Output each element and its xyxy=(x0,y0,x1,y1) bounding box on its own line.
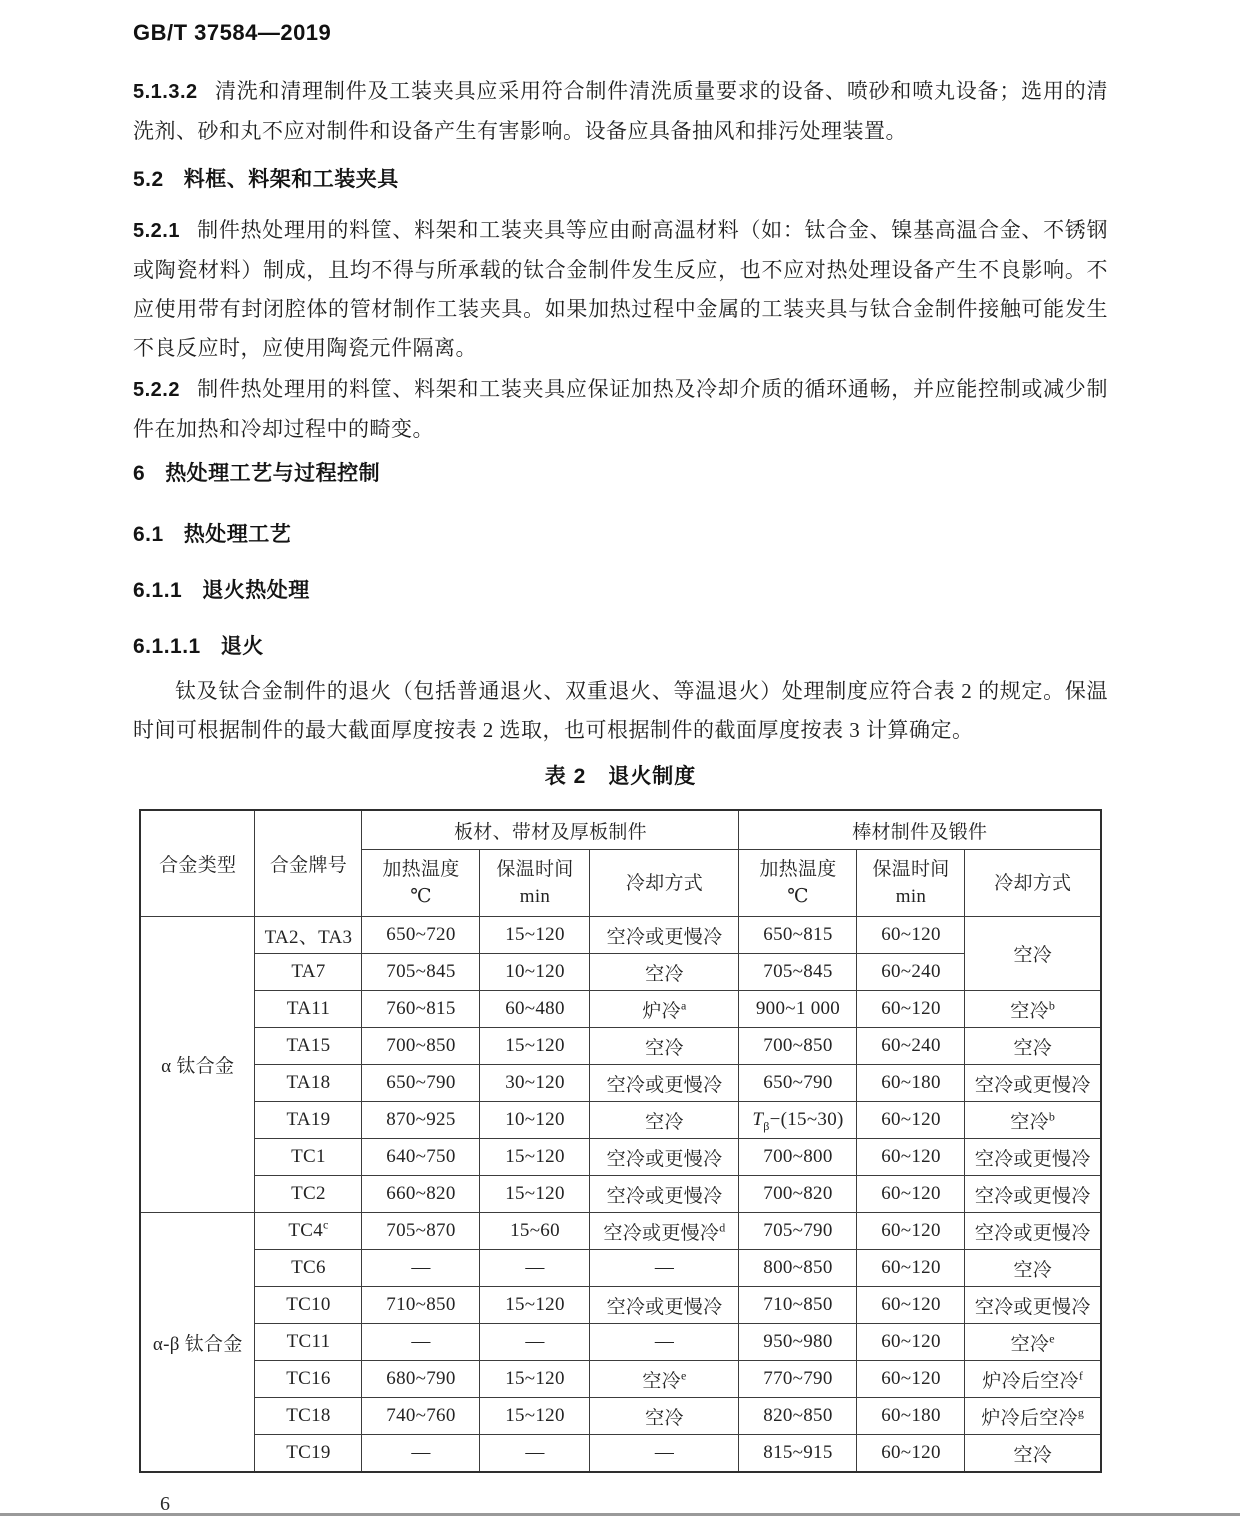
table-cell: 空冷$^b$ xyxy=(965,991,1101,1028)
table-cell: TC10 xyxy=(255,1287,362,1324)
table-header xyxy=(140,810,1101,917)
table-cell: TC4$^c$ xyxy=(255,1213,362,1250)
table-cell: 空冷或更慢冷 xyxy=(590,1176,739,1213)
table-cell: — xyxy=(480,1250,590,1287)
table-cell: 空冷或更慢冷 xyxy=(590,1065,739,1102)
table-cell: 空冷或更慢冷 xyxy=(590,917,739,954)
table-cell: TC2 xyxy=(255,1176,362,1213)
table-cell: 空冷 xyxy=(965,1028,1101,1065)
table-cell: 15~120 xyxy=(480,1398,590,1435)
intro-paragraph: 钛及钛合金制件的退火（包括普通退火、双重退火、等温退火）处理制度应符合表 2 的规定。保温时间可根据制件的最大截面厚度按表 2 选取，也可根据制件的截面厚度按表 3 计算确定。 xyxy=(133,679,1108,742)
table-cell: 空冷或更慢冷 xyxy=(590,1287,739,1324)
heading-number: 6 xyxy=(133,462,146,485)
table-cell: 60~480 xyxy=(480,991,590,1028)
table-cell: TC1 xyxy=(255,1139,362,1176)
table-cell: 空冷 xyxy=(965,1435,1101,1473)
table-cell: 820~850 xyxy=(739,1398,857,1435)
table-cell: 空冷$^e$ xyxy=(590,1361,739,1398)
heading-title: 料框、料架和工装夹具 xyxy=(183,168,399,191)
table-cell: 15~120 xyxy=(480,1361,590,1398)
table-cell: TC19 xyxy=(255,1435,362,1473)
table-row xyxy=(140,1065,1101,1102)
table-cell: TC18 xyxy=(255,1398,362,1435)
table-cell: 700~850 xyxy=(739,1028,857,1065)
table-cell: 空冷 xyxy=(965,917,1101,991)
table-cell: 60~120 xyxy=(857,1176,965,1213)
header-plate-holding-time: 保温时间 min xyxy=(480,850,590,917)
table-cell: 15~120 xyxy=(480,1139,590,1176)
table-cell: — xyxy=(362,1435,480,1473)
alloy-type-cell: α-β 钛合金 xyxy=(140,1213,255,1473)
table-cell: 710~850 xyxy=(362,1287,480,1324)
table-cell: 空冷$^e$ xyxy=(965,1324,1101,1361)
table-cell: — xyxy=(480,1435,590,1473)
clause-5.1.3.2 xyxy=(133,72,1108,151)
header-rod-heating-temp: 加热温度 ℃ xyxy=(739,850,857,917)
table-cell: — xyxy=(590,1324,739,1361)
table-cell: 空冷或更慢冷$^d$ xyxy=(590,1213,739,1250)
table-cell: 770~790 xyxy=(739,1361,857,1398)
heading-title: 热处理工艺 xyxy=(183,523,292,546)
table-cell: 60~120 xyxy=(857,1139,965,1176)
table-cell: 60~120 xyxy=(857,917,965,954)
clause-text: 清洗和清理制件及工装夹具应采用符合制件清洗质量要求的设备、喷砂和喷丸设备；选用的清洗剂、砂和丸不应对制件和设备产生有害影响。设备应具备抽风和排污处理装置。 xyxy=(133,79,1108,143)
clause-text: 制件热处理用的料筐、料架和工装夹具应保证加热及冷却介质的循环通畅，并应能控制或减少制件在加热和冷却过程中的畸变。 xyxy=(133,377,1108,441)
table-cell: 空冷或更慢冷 xyxy=(965,1287,1101,1324)
table-row xyxy=(140,1028,1101,1065)
table-cell: 炉冷后空冷$^g$ xyxy=(965,1398,1101,1435)
table-cell: 660~820 xyxy=(362,1176,480,1213)
table-cell: 700~800 xyxy=(739,1139,857,1176)
table-cell: $T_\beta-(15\sim 30)$ xyxy=(739,1102,857,1139)
heading-title: 退火 xyxy=(220,635,264,658)
heading-number: 5.2 xyxy=(133,168,164,191)
table-cell: TA7 xyxy=(255,954,362,991)
table-row xyxy=(140,1324,1101,1361)
table-cell: 空冷 xyxy=(965,1250,1101,1287)
table-cell: 空冷 xyxy=(590,1398,739,1435)
table-row xyxy=(140,954,1101,991)
table-row xyxy=(140,1102,1101,1139)
table-cell: 650~790 xyxy=(362,1065,480,1102)
table-cell: 60~120 xyxy=(857,1213,965,1250)
header-plate-cooling-method: 冷却方式 xyxy=(590,850,739,917)
heading-6.1 xyxy=(133,520,1108,550)
table-row xyxy=(140,1139,1101,1176)
table-cell: 870~925 xyxy=(362,1102,480,1139)
table-body xyxy=(140,917,1101,1473)
alloy-type-cell: α 钛合金 xyxy=(140,917,255,1213)
table-cell: 710~850 xyxy=(739,1287,857,1324)
table-cell: TA18 xyxy=(255,1065,362,1102)
table-cell: 60~240 xyxy=(857,1028,965,1065)
table-cell: 10~120 xyxy=(480,1102,590,1139)
table-cell: TA11 xyxy=(255,991,362,1028)
heading-5.2 xyxy=(133,165,1108,195)
table-cell: TC16 xyxy=(255,1361,362,1398)
table-cell: 60~120 xyxy=(857,1250,965,1287)
clause-number: 5.2.2 xyxy=(133,379,180,401)
table-row xyxy=(140,917,1101,954)
heading-6.1.1.1 xyxy=(133,632,1108,662)
header-rod-holding-time: 保温时间 min xyxy=(857,850,965,917)
table-cell: 60~120 xyxy=(857,1361,965,1398)
table-cell: 740~760 xyxy=(362,1398,480,1435)
table-cell: 15~120 xyxy=(480,1028,590,1065)
clause-number: 5.2.1 xyxy=(133,220,180,242)
table-cell: 60~120 xyxy=(857,991,965,1028)
table-cell: 815~915 xyxy=(739,1435,857,1473)
table-cell: 760~815 xyxy=(362,991,480,1028)
table-cell: TC11 xyxy=(255,1324,362,1361)
table-caption: 表 2 退火制度 xyxy=(544,765,697,788)
table-cell: 705~845 xyxy=(362,954,480,991)
table-cell: 炉冷$^a$ xyxy=(590,991,739,1028)
table-cell: 60~120 xyxy=(857,1287,965,1324)
table-cell: 15~120 xyxy=(480,917,590,954)
heading-title: 热处理工艺与过程控制 xyxy=(165,462,381,485)
table-cell: 炉冷后空冷$^f$ xyxy=(965,1361,1101,1398)
table-cell: 650~815 xyxy=(739,917,857,954)
table-cell: 60~120 xyxy=(857,1324,965,1361)
table-cell: 空冷 xyxy=(590,954,739,991)
table-cell: TC6 xyxy=(255,1250,362,1287)
table-cell: — xyxy=(590,1250,739,1287)
heading-number: 6.1.1 xyxy=(133,579,183,602)
table-cell: 650~720 xyxy=(362,917,480,954)
table-cell: 60~120 xyxy=(857,1435,965,1473)
heading-title: 退火热处理 xyxy=(202,579,310,602)
table-cell: 60~180 xyxy=(857,1398,965,1435)
table-cell: TA19 xyxy=(255,1102,362,1139)
table-cell: 15~60 xyxy=(480,1213,590,1250)
table-cell: 空冷或更慢冷 xyxy=(965,1065,1101,1102)
table-cell: 680~790 xyxy=(362,1361,480,1398)
table-cell: 15~120 xyxy=(480,1176,590,1213)
clause-text: 制件热处理用的料筐、料架和工装夹具等应由耐高温材料（如：钛合金、镍基高温合金、不锈钢或陶瓷材料）制成，且均不得与所承载的钛合金制件发生反应，也不应对热处理设备产生不良影响。不应使用带有封闭腔体的管材制作工装夹具。如果加热过程中金属的工装夹具与钛合金制件接触可能发生不良反应时，应使用陶瓷元件隔离。 xyxy=(133,218,1108,360)
table-row xyxy=(140,1287,1101,1324)
table-cell: 空冷或更慢冷 xyxy=(965,1139,1101,1176)
table-cell: — xyxy=(590,1435,739,1473)
header-alloy-type: 合金类型 xyxy=(140,810,255,917)
table-cell: 700~850 xyxy=(362,1028,480,1065)
table-cell: TA2、TA3 xyxy=(255,917,362,954)
header-rod-cooling-method: 冷却方式 xyxy=(965,850,1101,917)
table-cell: 空冷 xyxy=(590,1028,739,1065)
table-cell: 60~240 xyxy=(857,954,965,991)
clause-5.2.2 xyxy=(133,370,1108,449)
table-row xyxy=(140,1176,1101,1213)
table-cell: — xyxy=(362,1324,480,1361)
header-alloy-grade: 合金牌号 xyxy=(255,810,362,917)
table-cell: 640~750 xyxy=(362,1139,480,1176)
table-cell: 800~850 xyxy=(739,1250,857,1287)
table-cell: 10~120 xyxy=(480,954,590,991)
table-row xyxy=(140,1213,1101,1250)
table-cell: 900~1 000 xyxy=(739,991,857,1028)
table-cell: 705~790 xyxy=(739,1213,857,1250)
table-cell: 60~180 xyxy=(857,1065,965,1102)
table-cell: 60~120 xyxy=(857,1102,965,1139)
table-header-row xyxy=(140,810,1101,850)
table-cell: 705~845 xyxy=(739,954,857,991)
table-cell: 空冷 xyxy=(590,1102,739,1139)
table-row xyxy=(140,1435,1101,1473)
table-cell: 30~120 xyxy=(480,1065,590,1102)
table-cell: 空冷$^b$ xyxy=(965,1102,1101,1139)
heading-6 xyxy=(133,459,1108,489)
table-cell: 650~790 xyxy=(739,1065,857,1102)
table-cell: 15~120 xyxy=(480,1287,590,1324)
table-row xyxy=(140,1361,1101,1398)
table-cell: TA15 xyxy=(255,1028,362,1065)
table-cell: 700~820 xyxy=(739,1176,857,1213)
clause-5.2.1 xyxy=(133,211,1108,368)
table-cell: 705~870 xyxy=(362,1213,480,1250)
table-cell: — xyxy=(362,1250,480,1287)
table-cell: 空冷或更慢冷 xyxy=(590,1139,739,1176)
table-cell: 950~980 xyxy=(739,1324,857,1361)
table-row xyxy=(140,1250,1101,1287)
page-number: 6 xyxy=(160,1493,170,1515)
heading-number: 6.1.1.1 xyxy=(133,635,201,658)
annealing-schedule-table xyxy=(139,809,1102,1473)
table-cell: 空冷或更慢冷 xyxy=(965,1213,1101,1250)
table-row xyxy=(140,1398,1101,1435)
heading-number: 6.1 xyxy=(133,523,164,546)
header-plate-group: 板材、带材及厚板制件 xyxy=(362,810,739,850)
heading-6.1.1 xyxy=(133,576,1108,606)
clause-number: 5.1.3.2 xyxy=(133,81,198,103)
header-rod-group: 棒材制件及锻件 xyxy=(739,810,1101,850)
document-code: GB/T 37584—2019 xyxy=(133,20,332,45)
table-row xyxy=(140,991,1101,1028)
header-plate-heating-temp: 加热温度 ℃ xyxy=(362,850,480,917)
table-cell: 空冷或更慢冷 xyxy=(965,1176,1101,1213)
table-cell: — xyxy=(480,1324,590,1361)
